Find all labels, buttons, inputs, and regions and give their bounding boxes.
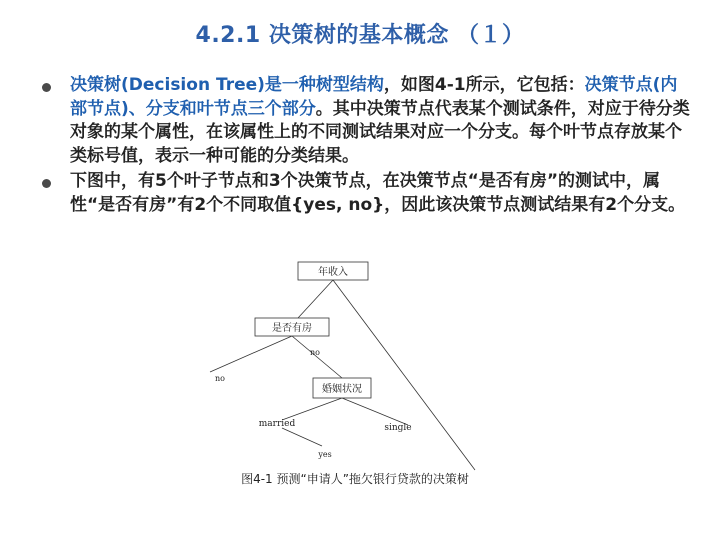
edge-label-yes: yes [318, 450, 332, 459]
bullet-text-end: 。其中决策节点代表某个测试条件，对应于待分类对象的某个属性，在该属性上的不同测试结果对应一个分支。每个叶节点存放某个类标号值，表示一种可能的分类结果。 [70, 98, 690, 166]
edge-label-no-left: no [215, 374, 225, 383]
edge-label-married: married [258, 419, 296, 429]
edge-married-yes [282, 428, 322, 446]
bullet-text-2: 下图中，有5个叶子节点和3个决策节点，在决策节点“是否有房”的测试中，属性“是否有房”有2个不同取值{yes, no}，因此该决策节点测试结果有2个分支。 [70, 171, 686, 215]
edge-income-house [298, 280, 333, 318]
figure-caption: 图4-1 预测“申请人”拖欠银行贷款的决策树 [241, 472, 469, 486]
node-marital-label: 婚姻状况 [322, 384, 362, 395]
edge-label-no-upper: no [310, 348, 320, 357]
node-income-label: 年收入 [318, 267, 348, 278]
bullet-highlight-definition: 决策树(Decision Tree)是一种树型结构 [70, 75, 384, 95]
bullet-text-mid: ，如图4-1所示，它包括： [383, 75, 585, 95]
edge-income-right [333, 280, 475, 470]
slide-title: 4.2.1 决策树的基本概念 （１） [195, 23, 525, 48]
edge-house-marital [292, 336, 342, 378]
edge-label-single: single [384, 423, 412, 433]
node-house-label: 是否有房 [272, 323, 312, 334]
edge-house-no [210, 336, 292, 372]
bullet-highlight-parts: 决策节点(内部节点)、分支和叶节点三个部分 [70, 75, 678, 119]
edge-marital-single [342, 398, 408, 425]
edge-marital-married [282, 398, 342, 420]
